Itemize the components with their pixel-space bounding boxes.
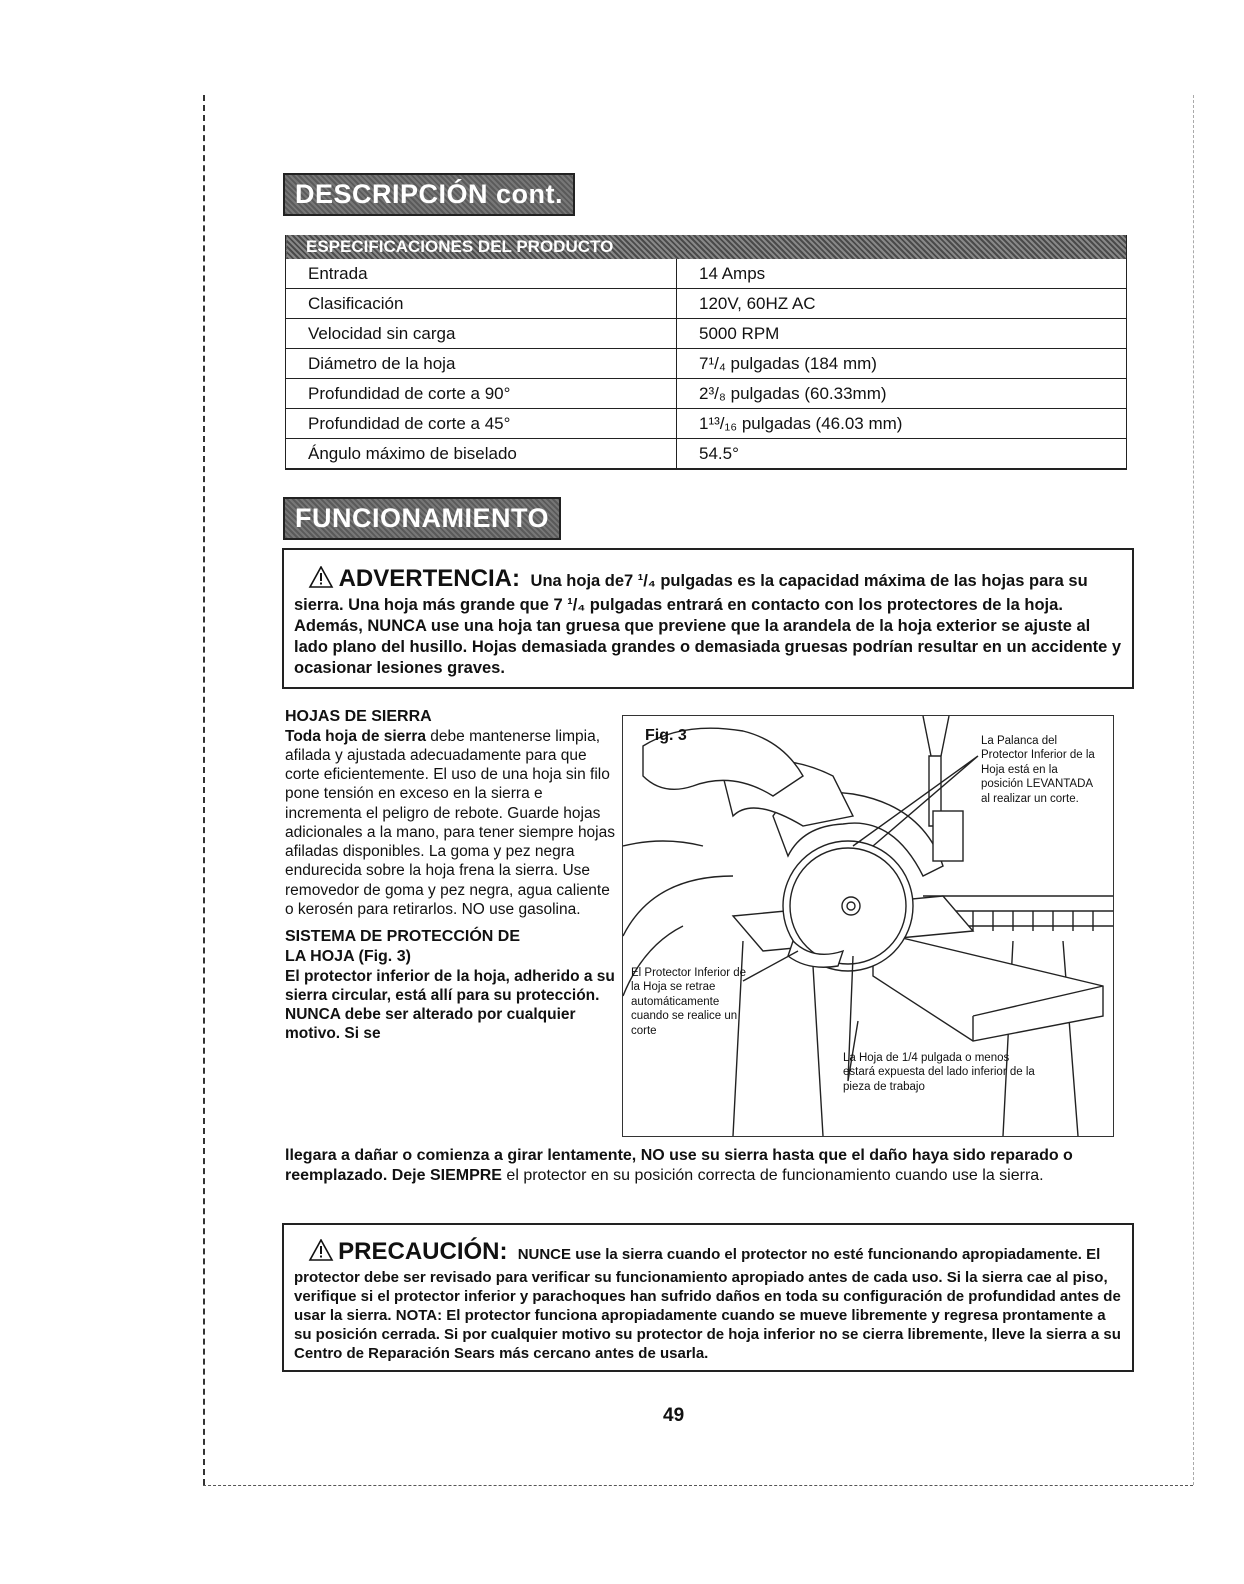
section-title-operation: FUNCIONAMIENTO (283, 497, 561, 540)
warning-box (282, 548, 1134, 689)
spec-value: 7¹/₄ pulgadas (184 mm) (677, 349, 1127, 379)
spec-label: Entrada (286, 259, 677, 289)
left-column (285, 707, 620, 1044)
guard-text-start: El protector inferior de la hoja, adherido a su sierra circular, está allí para su protección. NUNCA debe ser alterado por cualquier motivo. Si se (285, 967, 615, 1043)
spec-label: Velocidad sin carga (286, 319, 677, 349)
spec-label: Ángulo máximo de biselado (286, 439, 677, 470)
figure-title: Fig. 3 (645, 727, 687, 744)
guard-heading-line2: LA HOJA (Fig. 3) (285, 947, 411, 965)
spec-label: Diámetro de la hoja (286, 349, 677, 379)
lever-caption: La Palanca del Protector Inferior de la Hoja está en la posición LEVANTADA al realizar un corte. (981, 735, 1095, 805)
caution-triangle-icon (308, 1239, 334, 1261)
guard-text-cont-plain: el protector en su posición correcta de funcionamiento cuando use la sierra. (506, 1167, 1044, 1184)
warning-triangle-icon (308, 566, 334, 588)
spec-label: Profundidad de corte a 90° (286, 379, 677, 409)
spec-value: 5000 RPM (677, 319, 1127, 349)
cut-line-right (1193, 95, 1194, 1485)
guard-heading-line1: SISTEMA DE PROTECCIÓN DE (285, 928, 520, 946)
specs-header: ESPECIFICACIONES DEL PRODUCTO (286, 235, 1127, 259)
cut-line-left (203, 95, 205, 1485)
blades-heading: HOJAS DE SIERRA (285, 708, 432, 725)
table-row (286, 259, 1127, 289)
caution-box (282, 1223, 1134, 1372)
spec-value: 2³/₈ pulgadas (60.33mm) (677, 379, 1127, 409)
table-row (286, 409, 1127, 439)
table-row (286, 379, 1127, 409)
spec-label: Clasificación (286, 289, 677, 319)
lower-guard-caption: El Protector Inferior de la Hoja se retrae automáticamente cuando se realice un corte (631, 967, 747, 1037)
caution-text: NUNCE use la sierra cuando el protector no esté funcionando apropiadamente. El protector debe ser revisado para verificar su funcionamiento apropiado antes de cada uso. Si la sierra cae al piso, verifique si el protector inferior y parachoques han sufrido daños en toda su configuración de profundidad antes de usar la sierra. NOTA: El protector funciona apropiadamente cuando se mueve libremente y regresa prontamente a su posición cerrada. Si por cualquier motivo su protector de hoja inferior no se cierra libremente, lleve la sierra a su Centro de Reparación Sears más cercano antes de usarla. (294, 1246, 1121, 1363)
blades-text: debe mantenerse limpia, afilada y ajustada adecuadamente para que corte eficientemente. El uso de una hoja sin filo pone tensión en exceso en la sierra e incrementa el peligro de rebote. Guarde hojas adicionales a la mano, para tener siempre hojas afiladas disponibles. La goma y pez negra endurecida sobre la hoja frena la sierra. Use removedor de goma y pez negra, agua caliente o kerosén para retirarlos. NO use gasolina. (285, 727, 615, 918)
blades-paragraph (285, 727, 620, 919)
table-row (286, 289, 1127, 319)
cut-line-bottom (203, 1485, 1193, 1486)
spec-value: 54.5° (677, 439, 1127, 470)
figure-3 (622, 715, 1114, 1137)
guard-text-continued (285, 1146, 1105, 1186)
table-row (286, 439, 1127, 470)
table-row (286, 319, 1127, 349)
blades-lead: Toda hoja de sierra (285, 727, 426, 745)
section-title-description: DESCRIPCIÓN cont. (283, 173, 575, 216)
warning-text: Una hoja de7 ¹/₄ pulgadas es la capacidad máxima de las hojas para su sierra. Una hoja más grande que 7 ¹/₄ pulgadas entrará en contacto con los protectores de la hoja. Además, NUNCA use una hoja tan gruesa que previene que la arandela de la hoja exterior se ajuste al lado plano del husillo. Hojas demasiada grandes o demasiada gruesas podrían resultar en un accidente y ocasionar lesiones graves. (294, 572, 1122, 678)
warning-label: ADVERTENCIA: (338, 565, 520, 592)
table-row (286, 349, 1127, 379)
caution-label: PRECAUCIÓN: (338, 1238, 508, 1265)
spec-label: Profundidad de corte a 45° (286, 409, 677, 439)
product-specs-table (285, 235, 1127, 470)
blade-exposure-caption: La Hoja de 1/4 pulgada o menos estará expuesta del lado inferior de la pieza de trabajo (843, 1052, 1035, 1093)
spec-value: 14 Amps (677, 259, 1127, 289)
page-number: 49 (663, 1405, 685, 1426)
spec-value: 1¹³/₁₆ pulgadas (46.03 mm) (677, 409, 1127, 439)
guard-text-cont-bold: llegara a dañar o comienza a girar lentamente, NO use su sierra hasta que el daño haya sido reparado o reemplazado. Deje SIEMPRE (285, 1147, 1073, 1184)
spec-value: 120V, 60HZ AC (677, 289, 1127, 319)
